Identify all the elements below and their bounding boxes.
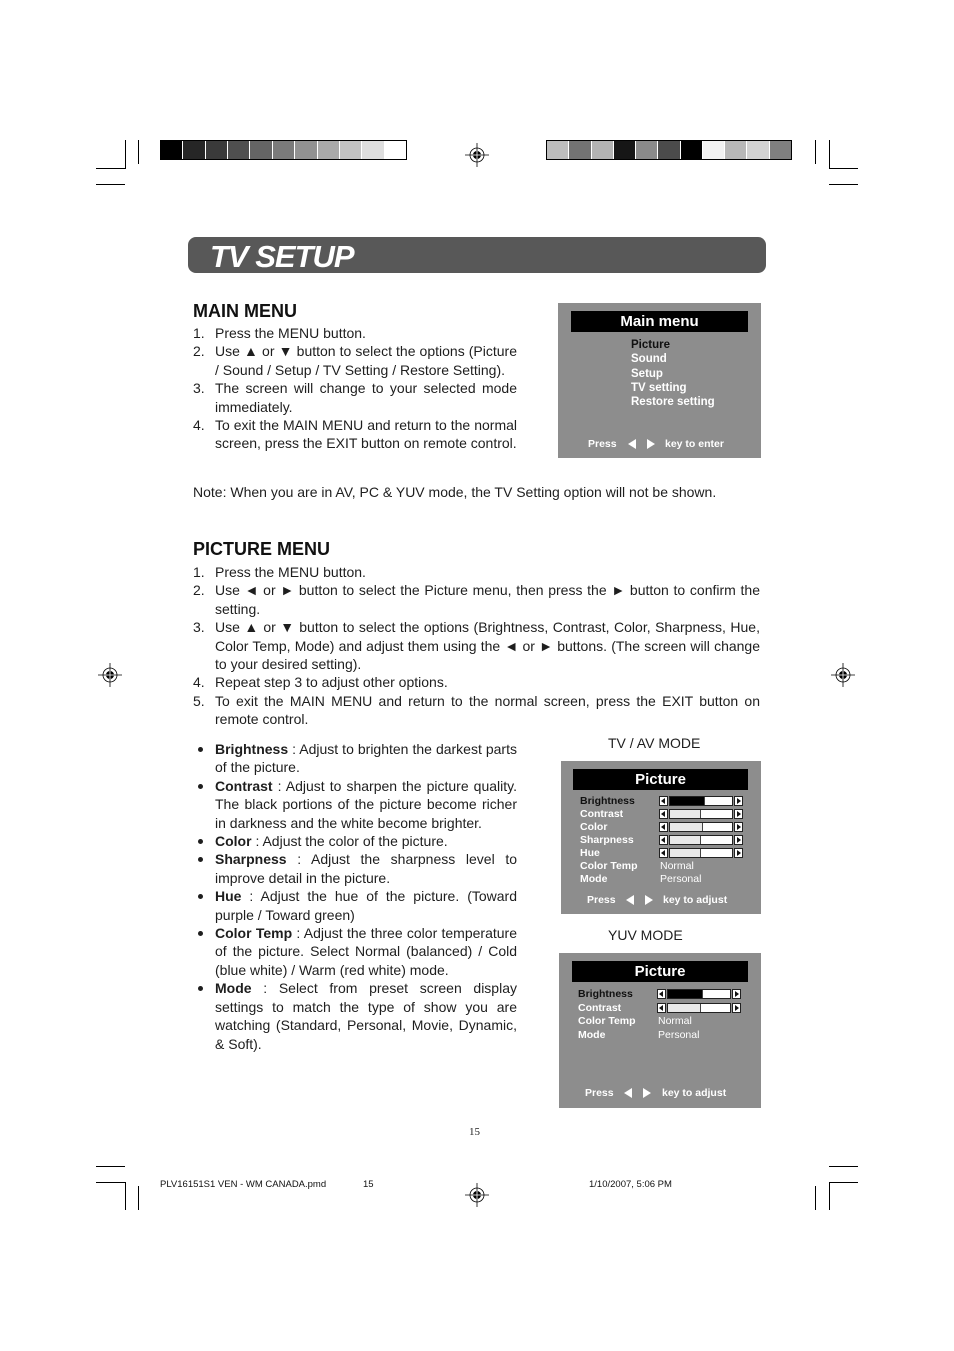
setting-row-contrast[interactable]	[559, 1002, 761, 1014]
right-triangle-icon	[645, 895, 653, 905]
right-arrow-icon	[737, 811, 741, 817]
picture-menu-steps	[193, 563, 760, 729]
increase-button[interactable]	[734, 809, 743, 819]
color-swatch	[273, 141, 295, 159]
decrease-button[interactable]	[659, 822, 668, 832]
decrease-button[interactable]	[659, 848, 668, 858]
bullet-item	[193, 924, 517, 979]
setting-row-mode[interactable]	[561, 873, 761, 885]
setting-value: Personal	[660, 873, 702, 885]
right-arrow-icon	[735, 1005, 739, 1011]
setting-row-color[interactable]	[561, 821, 761, 833]
level-slider[interactable]	[659, 835, 743, 845]
setting-label: Color Temp	[580, 860, 638, 872]
color-swatch	[228, 141, 250, 159]
bullet-item	[193, 850, 517, 887]
color-swatch	[770, 141, 791, 159]
main-menu-note: Note: When you are in AV, PC & YUV mode, the TV Setting option will not be shown.	[193, 484, 717, 500]
footer-action-label: key to adjust	[662, 1087, 727, 1099]
bullet-item	[193, 777, 517, 832]
bullet-text	[215, 850, 517, 887]
right-arrow-icon	[737, 798, 741, 804]
bullet-marker	[193, 777, 215, 832]
right-arrow-icon	[737, 850, 741, 856]
step-number: 3.	[193, 619, 205, 636]
slider-fill	[670, 823, 703, 831]
list-item	[193, 324, 517, 342]
bullet-term: Color Temp	[215, 925, 293, 942]
level-slider[interactable]	[659, 809, 743, 819]
bullet-description: : Adjust the three color temperature of the picture. Select Normal (balanced) / Cold (blue white) / Warm (red white) mode.	[215, 925, 517, 978]
bullet-term: Sharpness	[215, 851, 287, 868]
level-slider[interactable]	[659, 848, 743, 858]
decrease-button[interactable]	[657, 1003, 666, 1013]
level-slider[interactable]	[657, 989, 741, 999]
bullet-icon	[198, 857, 203, 862]
slider-track[interactable]	[669, 822, 733, 832]
color-swatch	[295, 141, 317, 159]
screen-footer	[561, 893, 761, 907]
bullet-text	[215, 979, 517, 1053]
setting-label: Mode	[580, 873, 608, 885]
footer-action-label: key to adjust	[663, 894, 728, 906]
decrease-button[interactable]	[657, 989, 666, 999]
registration-target-icon	[831, 663, 855, 687]
setting-label: Contrast	[578, 1001, 622, 1014]
bullet-description: : Adjust to brighten the darkest parts of the picture.	[215, 741, 517, 776]
left-arrow-icon	[661, 811, 665, 817]
screen-footer	[559, 1086, 761, 1100]
color-swatch	[340, 141, 362, 159]
tv-av-mode-caption: TV / AV MODE	[608, 735, 701, 751]
screen-title: Picture	[572, 961, 748, 982]
color-swatch	[681, 141, 703, 159]
bullet-icon	[198, 839, 203, 844]
left-arrow-icon	[659, 991, 663, 997]
bullet-text	[215, 740, 517, 777]
crop-mark	[815, 1186, 816, 1210]
bullet-text	[215, 887, 517, 924]
screen-footer	[558, 437, 761, 451]
decrease-button[interactable]	[659, 835, 668, 845]
step-number: 1.	[193, 564, 205, 580]
color-swatch	[592, 141, 614, 159]
step-number: 2.	[193, 343, 205, 360]
menu-item-tv-setting[interactable]: TV setting	[631, 381, 687, 394]
crop-mark	[829, 140, 830, 169]
footer-press-label: Press	[588, 438, 617, 450]
step-text: Press the MENU button.	[215, 325, 366, 341]
color-swatch	[161, 141, 183, 159]
color-swatch	[703, 141, 725, 159]
step-text: Use ◄ or ► button to select the Picture menu, then press the ► button to confirm the setting.	[215, 582, 760, 617]
bullet-item	[193, 887, 517, 924]
bullet-icon	[198, 784, 203, 789]
main-menu-heading: MAIN MENU	[193, 301, 297, 321]
left-arrow-icon	[661, 837, 665, 843]
right-arrow-icon	[737, 824, 741, 830]
bullet-item	[193, 979, 517, 1053]
menu-item-setup[interactable]: Setup	[631, 367, 663, 380]
print-slug-timestamp: 1/10/2007, 5:06 PM	[589, 1179, 672, 1190]
increase-button[interactable]	[732, 1003, 741, 1013]
crop-mark	[96, 184, 125, 185]
menu-item-sound[interactable]: Sound	[631, 353, 667, 366]
list-item	[193, 379, 517, 416]
footer-action-label: key to enter	[665, 438, 724, 450]
crop-mark	[829, 1166, 858, 1167]
bullet-term: Contrast	[215, 777, 273, 794]
setting-row-brightness[interactable]	[559, 988, 761, 1000]
slider-fill	[670, 797, 705, 805]
left-triangle-icon	[624, 1088, 632, 1098]
increase-button[interactable]	[734, 848, 743, 858]
bullet-text	[215, 924, 517, 979]
decrease-button[interactable]	[659, 809, 668, 819]
color-swatch	[569, 141, 591, 159]
bullet-icon	[198, 894, 203, 899]
setting-label: Brightness	[578, 988, 633, 1000]
setting-row-sharpness[interactable]	[561, 834, 761, 846]
bullet-icon	[198, 931, 203, 936]
bullet-item	[193, 832, 517, 850]
crop-mark	[96, 1166, 125, 1167]
print-slug-file: PLV16151S1 VEN - WM CANADA.pmd	[160, 1179, 327, 1190]
setting-value: Normal	[658, 1015, 692, 1028]
bullet-marker	[193, 924, 215, 979]
crop-mark	[829, 1182, 858, 1183]
registration-target-icon	[465, 143, 489, 167]
step-text: Press the MENU button.	[215, 564, 366, 580]
bullet-term: Color	[215, 833, 252, 850]
color-swatch	[183, 141, 205, 159]
step-text: Use ▲ or ▼ button to select the options (Brightness, Contrast, Color, Sharpness, Hue, Color Temp, Mode) and adjust them using the ◄ or ► buttons. (The screen will change to your desired setting).	[215, 619, 760, 673]
setting-value: Normal	[660, 860, 694, 872]
setting-label: Contrast	[580, 808, 624, 820]
color-swatch	[385, 141, 406, 159]
setting-label: Hue	[580, 847, 600, 859]
right-triangle-icon	[643, 1088, 651, 1098]
page-title: TV SETUP	[210, 239, 354, 274]
increase-button[interactable]	[732, 989, 741, 999]
setting-label: Color Temp	[578, 1015, 636, 1028]
bullet-description: : Adjust the color of the picture.	[251, 833, 448, 850]
crop-mark	[829, 1182, 830, 1210]
registration-target-icon	[98, 663, 122, 687]
step-text: To exit the MAIN MENU and return to the normal screen, press the EXIT button on remote control.	[215, 417, 517, 452]
bullet-text	[215, 777, 517, 832]
main-menu-screen	[558, 303, 761, 458]
color-swatch	[547, 141, 569, 159]
main-menu-steps	[193, 324, 517, 453]
crop-mark	[96, 1182, 125, 1183]
setting-row-color-temp[interactable]	[561, 860, 761, 872]
setting-label: Brightness	[580, 795, 635, 807]
bullet-text	[215, 832, 517, 850]
color-swatch	[725, 141, 747, 159]
crop-mark	[829, 184, 858, 185]
bullet-item	[193, 740, 517, 777]
list-item	[193, 563, 760, 581]
slider-track[interactable]	[669, 835, 733, 845]
bullet-description: : Select from preset screen display settings to match the type of show you are watching (Standard, Personal, Movie, Dynamic, & Soft).	[215, 980, 517, 1052]
color-swatch	[318, 141, 340, 159]
list-item	[193, 342, 517, 379]
slider-track[interactable]	[669, 848, 733, 858]
picture-menu-bullets	[193, 740, 517, 1053]
screen-title: Main menu	[571, 311, 748, 332]
step-text: To exit the MAIN MENU and return to the normal screen, press the EXIT button on remote control.	[215, 692, 760, 728]
left-arrow-icon	[661, 850, 665, 856]
crop-mark	[96, 168, 125, 169]
color-swatch	[658, 141, 680, 159]
step-number: 5.	[193, 692, 205, 709]
list-item	[193, 692, 760, 729]
bullet-marker	[193, 832, 215, 850]
left-triangle-icon	[626, 895, 634, 905]
bullet-description: : Adjust the sharpness level to improve detail in the picture.	[215, 851, 517, 886]
footer-press-label: Press	[587, 894, 616, 906]
list-item	[193, 618, 760, 673]
slider-fill	[670, 810, 701, 818]
bullet-marker	[193, 979, 215, 1053]
color-swatch	[362, 141, 384, 159]
title-banner	[188, 237, 766, 273]
crop-mark	[138, 140, 139, 164]
bullet-term: Hue	[215, 888, 242, 905]
bullet-term: Brightness	[215, 741, 289, 757]
picture-menu-heading: PICTURE MENU	[193, 539, 331, 559]
color-calibration-bar-right	[546, 140, 792, 160]
print-slug-page: 15	[363, 1179, 374, 1190]
footer-press-label: Press	[585, 1087, 614, 1099]
level-slider[interactable]	[659, 822, 743, 832]
bullet-term: Mode	[215, 980, 252, 997]
registration-target-icon	[465, 1183, 489, 1207]
list-item	[193, 581, 760, 618]
setting-label: Color	[580, 821, 608, 833]
yuv-mode-caption: YUV MODE	[608, 927, 683, 943]
left-arrow-icon	[661, 798, 665, 804]
bullet-marker	[193, 887, 215, 924]
step-text: Use ▲ or ▼ button to select the options (Picture / Sound / Setup / TV Setting / Restore Setting).	[215, 343, 517, 378]
slider-track[interactable]	[667, 989, 731, 999]
crop-mark	[815, 140, 816, 164]
color-swatch	[206, 141, 228, 159]
step-text: The screen will change to your selected mode immediately.	[215, 380, 517, 415]
step-number: 4.	[193, 674, 205, 691]
bullet-marker	[193, 850, 215, 887]
bullet-icon	[198, 747, 203, 752]
screen-title: Picture	[573, 769, 748, 790]
slider-fill	[670, 849, 701, 857]
level-slider[interactable]	[659, 796, 743, 806]
increase-button[interactable]	[734, 822, 743, 832]
crop-mark	[125, 1182, 126, 1210]
color-swatch	[636, 141, 658, 159]
menu-item-restore-setting[interactable]: Restore setting	[631, 396, 715, 409]
step-number: 4.	[193, 417, 205, 434]
setting-row-mode[interactable]	[559, 1029, 761, 1041]
setting-row-contrast[interactable]	[561, 808, 761, 820]
slider-track[interactable]	[669, 796, 733, 806]
right-arrow-icon	[735, 991, 739, 997]
decrease-button[interactable]	[659, 796, 668, 806]
left-triangle-icon	[628, 439, 636, 449]
setting-row-brightness[interactable]	[561, 795, 761, 807]
bullet-description: : Adjust the hue of the picture. (Toward purple / Toward green)	[215, 888, 517, 923]
step-number: 1.	[193, 325, 205, 341]
bullet-description: : Adjust to sharpen the picture quality. The black portions of the picture become richer in darkness and the white become brighter.	[215, 777, 517, 831]
yuv-picture-screen	[559, 953, 761, 1108]
increase-button[interactable]	[734, 796, 743, 806]
slider-fill	[668, 990, 703, 998]
bullet-icon	[198, 986, 203, 991]
color-swatch	[250, 141, 272, 159]
slider-fill	[670, 836, 701, 844]
step-number: 3.	[193, 380, 205, 397]
slider-track[interactable]	[669, 809, 733, 819]
menu-item-picture[interactable]: Picture	[631, 339, 670, 351]
list-item	[193, 416, 517, 453]
crop-mark	[138, 1186, 139, 1210]
bullet-marker	[193, 740, 215, 777]
tv-av-picture-screen	[561, 761, 761, 914]
color-calibration-bar-left	[160, 140, 407, 160]
setting-value: Personal	[658, 1028, 700, 1041]
page-number: 15	[469, 1126, 480, 1138]
color-swatch	[747, 141, 769, 159]
right-triangle-icon	[647, 439, 655, 449]
setting-row-hue[interactable]	[561, 847, 761, 859]
setting-row-color-temp[interactable]	[559, 1015, 761, 1027]
setting-label: Mode	[578, 1028, 606, 1041]
color-swatch	[614, 141, 636, 159]
left-arrow-icon	[661, 824, 665, 830]
slider-fill	[668, 1004, 701, 1012]
crop-mark	[125, 140, 126, 169]
level-slider[interactable]	[657, 1003, 741, 1013]
setting-label: Sharpness	[580, 834, 634, 846]
step-number: 2.	[193, 582, 205, 599]
slider-track[interactable]	[667, 1003, 731, 1013]
crop-mark	[829, 168, 858, 169]
left-arrow-icon	[659, 1005, 663, 1011]
right-arrow-icon	[737, 837, 741, 843]
increase-button[interactable]	[734, 835, 743, 845]
step-text: Repeat step 3 to adjust other options.	[215, 674, 448, 691]
list-item	[193, 673, 760, 691]
